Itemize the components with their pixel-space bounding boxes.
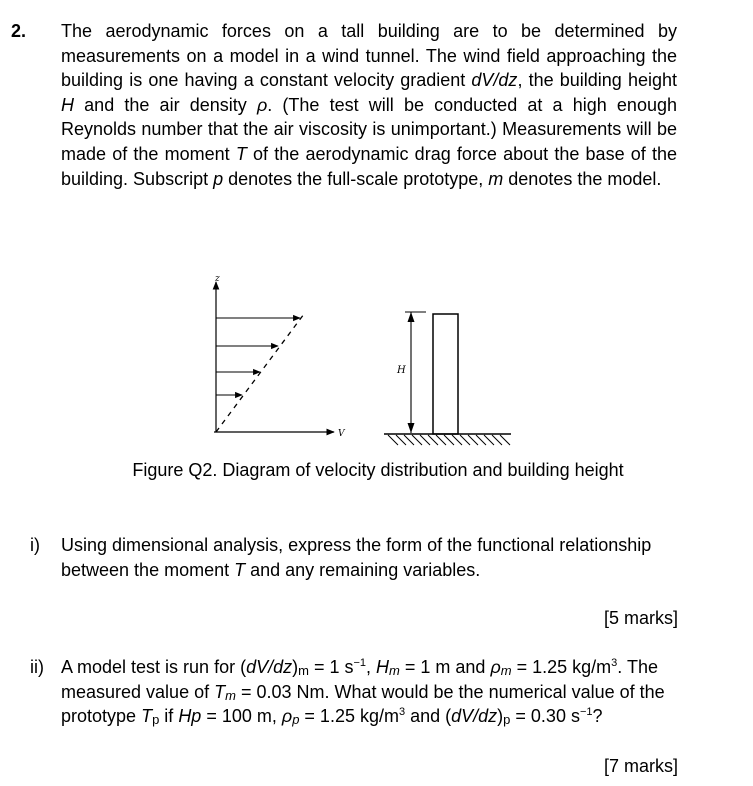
part-ii-marks: [7 marks] — [603, 756, 678, 776]
part-i-text: Using dimensional analysis, express the form of the functional relationship between the moment T and any remaining variables. — [61, 535, 652, 580]
part-i-marks: [5 marks] — [603, 608, 678, 628]
part-i-label: i) — [30, 535, 40, 555]
part-ii-label: ii) — [30, 657, 44, 677]
height-arrow-top — [408, 312, 415, 322]
building — [433, 314, 458, 434]
question-intro: The aerodynamic forces on a tall building are to be determined by measurements on a model in a wind tunnel. The wind field approaching the building is one having a constant velocity gradient dV/dz, the building height H and the air density ρ. (The test will be conducted at a high enough Reynolds number that the air viscosity is unimportant.) Measurements will be made of the moment T of the aerodynamic drag force about the base of the building. Subscript p denotes the full-scale prototype, m denotes the model. — [61, 21, 677, 189]
velocity-profile-line — [216, 314, 304, 432]
ground-hatching — [388, 435, 510, 445]
figure-caption: Figure Q2. Diagram of velocity distribution and building height — [132, 460, 624, 480]
v-axis-label: V — [338, 429, 345, 439]
z-axis-label: z — [215, 274, 220, 284]
height-label: H — [397, 365, 406, 376]
height-arrow-bottom — [408, 423, 415, 433]
velocity-building-diagram — [200, 272, 520, 454]
part-ii-text: A model test is run for (dV/dz)m = 1 $s^{-1}$, Hm = 1 m and ρm = 1.25 $kg/m^3$. The measured value of Tm = 0.03 Nm. What would be the numerical value of the prototype Tp if Hp = 100 m, ρp = 1.25 $kg/m^3$ and (dV/dz)p = 0.30 $s^{-1}$? — [61, 657, 665, 727]
question-number: 2. — [11, 21, 27, 41]
